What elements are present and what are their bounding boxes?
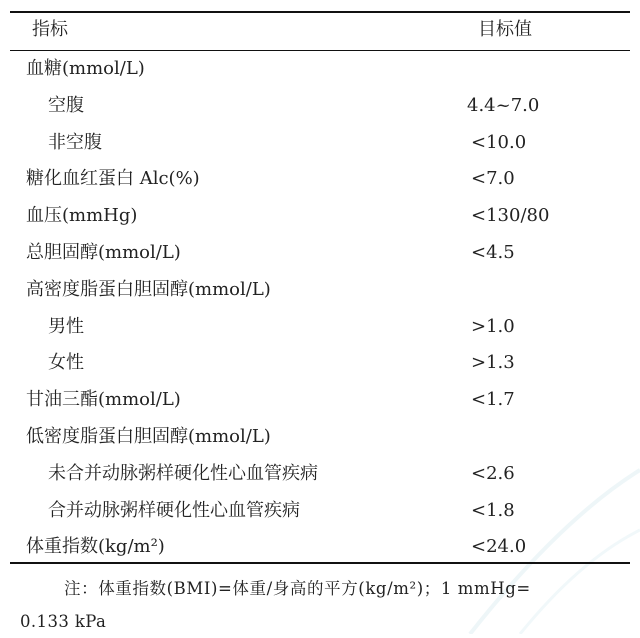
row-value: <130/80	[471, 205, 550, 227]
row-label: 血糖(mmol/L)	[26, 58, 145, 79]
table-row	[0, 198, 640, 235]
row-value: 4.4~7.0	[467, 94, 540, 116]
header-target-value: 目标值	[478, 19, 532, 40]
row-label: 空腹	[48, 94, 84, 116]
row-value: <1.8	[471, 499, 515, 521]
table-bottom-rule	[10, 562, 630, 564]
table-row	[0, 419, 640, 456]
row-value: <24.0	[471, 536, 527, 558]
table-row	[0, 529, 640, 566]
row-value: <10.0	[471, 131, 527, 153]
table-row	[0, 125, 640, 162]
row-label: 合并动脉粥样硬化性心血管疾病	[48, 499, 300, 521]
row-label: 低密度脂蛋白胆固醇(mmol/L)	[26, 425, 271, 447]
row-label: 甘油三酯(mmol/L)	[26, 389, 181, 411]
row-label: 女性	[48, 352, 84, 374]
table-body	[0, 51, 640, 566]
table-row	[0, 309, 640, 346]
row-label: 血压(mmHg)	[26, 205, 138, 227]
row-value: >1.0	[471, 315, 515, 337]
table-footnote	[20, 572, 630, 638]
row-label: 高密度脂蛋白胆固醇(mmol/L)	[26, 278, 271, 300]
footnote-line-2: 0.133 kPa	[20, 612, 107, 631]
table-row	[0, 88, 640, 125]
table-row	[0, 493, 640, 530]
row-value: <7.0	[471, 168, 515, 190]
table-row	[0, 235, 640, 272]
row-label: 糖化血红蛋白 Alc(%)	[26, 168, 200, 190]
row-label: 总胆固醇(mmol/L)	[26, 241, 181, 263]
header-indicator: 指标	[32, 19, 68, 40]
table-row	[0, 272, 640, 309]
row-label: 男性	[48, 315, 84, 337]
table-top-rule	[10, 11, 630, 13]
footnote-line-1: 注：体重指数(BMI)=体重/身高的平方(kg/m²)；1 mmHg=	[64, 579, 531, 598]
row-label: 未合并动脉粥样硬化性心血管疾病	[48, 462, 318, 484]
row-label: 体重指数(kg/m²)	[26, 536, 165, 558]
table-row	[0, 161, 640, 198]
row-value: <2.6	[471, 462, 515, 484]
table-row	[0, 345, 640, 382]
table-row	[0, 51, 640, 88]
row-value: <4.5	[471, 241, 515, 263]
table-row	[0, 456, 640, 493]
table-row	[0, 382, 640, 419]
row-value: <1.7	[471, 389, 515, 411]
row-label: 非空腹	[48, 131, 102, 153]
row-value: >1.3	[471, 352, 515, 374]
